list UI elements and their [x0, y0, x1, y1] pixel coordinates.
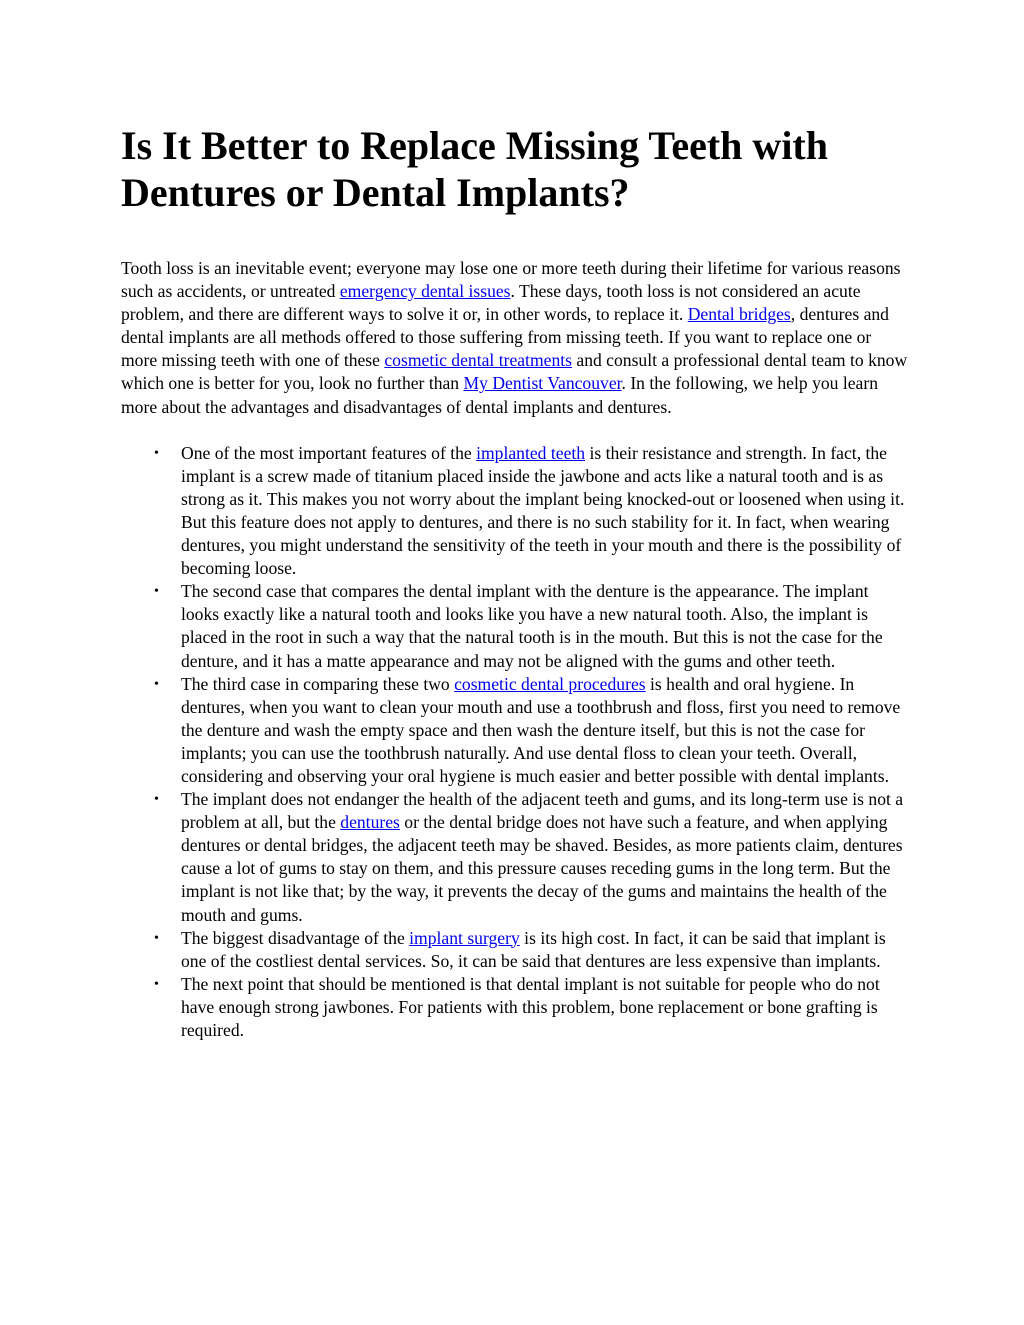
text-run: One of the most important features of the — [181, 442, 477, 463]
link-dental-bridges[interactable]: Dental bridges — [687, 304, 791, 325]
text-run: and consult a professional dental team to know which one is better for you, look no further than — [121, 350, 908, 394]
list-item — [121, 673, 911, 788]
bullet-icon: • — [154, 976, 159, 992]
list-item — [121, 442, 911, 581]
bullet-icon: • — [154, 584, 159, 600]
list-item — [121, 580, 911, 672]
text-run: is health and oral hygiene. In dentures, when you want to clean your mouth and use a toothbrush and floss, first you need to remove the denture and wash the empty space and then wash the denture itself, but this is not the case for implants; you can use the toothbrush naturally. And use dental floss to clean your teeth. Overall, considering and observing your oral hygiene is much easier and better possible with dental implants. — [181, 673, 901, 786]
link-cosmetic-dental-treatments[interactable]: cosmetic dental treatments — [384, 350, 572, 371]
page-title: Is It Better to Replace Missing Teeth with Dentures or Dental Implants? — [121, 123, 828, 215]
text-run: The biggest disadvantage of the — [181, 927, 410, 948]
text-run: . In the following, we help you learn more about the advantages and disadvantages of dental implants and dentures. — [121, 373, 879, 417]
text-run: The second case that compares the dental implant with the denture is the appearance. The implant looks exactly like a natural tooth and looks like you have a new natural tooth. Also, the implant is placed in the root in such a way that the natural tooth is in the mouth. But this is not the case for the denture, and it has a matte appearance and may not be aligned with the gums and other teeth. — [181, 581, 883, 671]
text-run: The next point that should be mentioned is that dental implant is not suitable for people who do not have enough strong jawbones. For patients with this problem, bone replacement or bone grafting is required. — [181, 973, 880, 1040]
text-run: or the dental bridge does not have such a feature, and when applying dentures or dental bridges, the adjacent teeth may be shaved. Besides, as more patients claim, dentures cause a lot of gums to stay on them, and this pressure causes receding gums in the long term. But the implant is not like that; by the way, it prevents the decay of the gums and maintains the health of the mouth and gums. — [181, 812, 903, 925]
list-item — [121, 973, 911, 1042]
bullet-icon: • — [154, 445, 159, 461]
points-list — [121, 442, 911, 1042]
text-run: The implant does not endanger the health of the adjacent teeth and gums, and its long-term use is not a problem at all, but the — [181, 789, 904, 833]
link-emergency-dental-issues[interactable]: emergency dental issues — [339, 281, 511, 302]
bullet-icon: • — [154, 676, 159, 692]
text-run: , dentures and dental implants are all methods offered to those suffering from missing teeth. If you want to replace one or more missing teeth with one of these — [121, 304, 889, 371]
text-run: is its high cost. In fact, it can be said that implant is one of the costliest dental services. So, it can be said that dentures are less expensive than implants. — [181, 927, 886, 971]
text-run: Tooth loss is an inevitable event; everyone may lose one or more teeth during their lifetime for various reasons such as accidents, or untreated — [121, 258, 901, 302]
intro-paragraph — [121, 257, 911, 419]
document-page — [121, 122, 911, 1042]
list-item — [121, 788, 911, 927]
link-implant-surgery[interactable]: implant surgery — [409, 927, 520, 948]
link-dentures[interactable]: dentures — [340, 812, 400, 833]
link-implanted-teeth[interactable]: implanted teeth — [476, 442, 586, 463]
text-run: . These days, tooth loss is not considered an acute problem, and there are different ways to solve it or, in other words, to replace it. — [121, 281, 861, 325]
text-run: The third case in comparing these two — [181, 673, 455, 694]
link-cosmetic-dental-procedures[interactable]: cosmetic dental procedures — [454, 673, 646, 694]
text-run: is their resistance and strength. In fact, the implant is a screw made of titanium placed inside the jawbone and acts like a natural tooth and is as strong as it. This makes you not worry about the implant being knocked-out or loosened when using it. But this feature does not apply to dentures, and there is no such stability for it. In fact, when wearing dentures, you might understand the sensitivity of the teeth in your mouth and there is the possibility of becoming loose. — [181, 442, 905, 579]
bullet-icon: • — [154, 792, 159, 808]
list-item — [121, 927, 911, 973]
link-my-dentist-vancouver[interactable]: My Dentist Vancouver — [463, 373, 622, 394]
bullet-icon: • — [154, 930, 159, 946]
